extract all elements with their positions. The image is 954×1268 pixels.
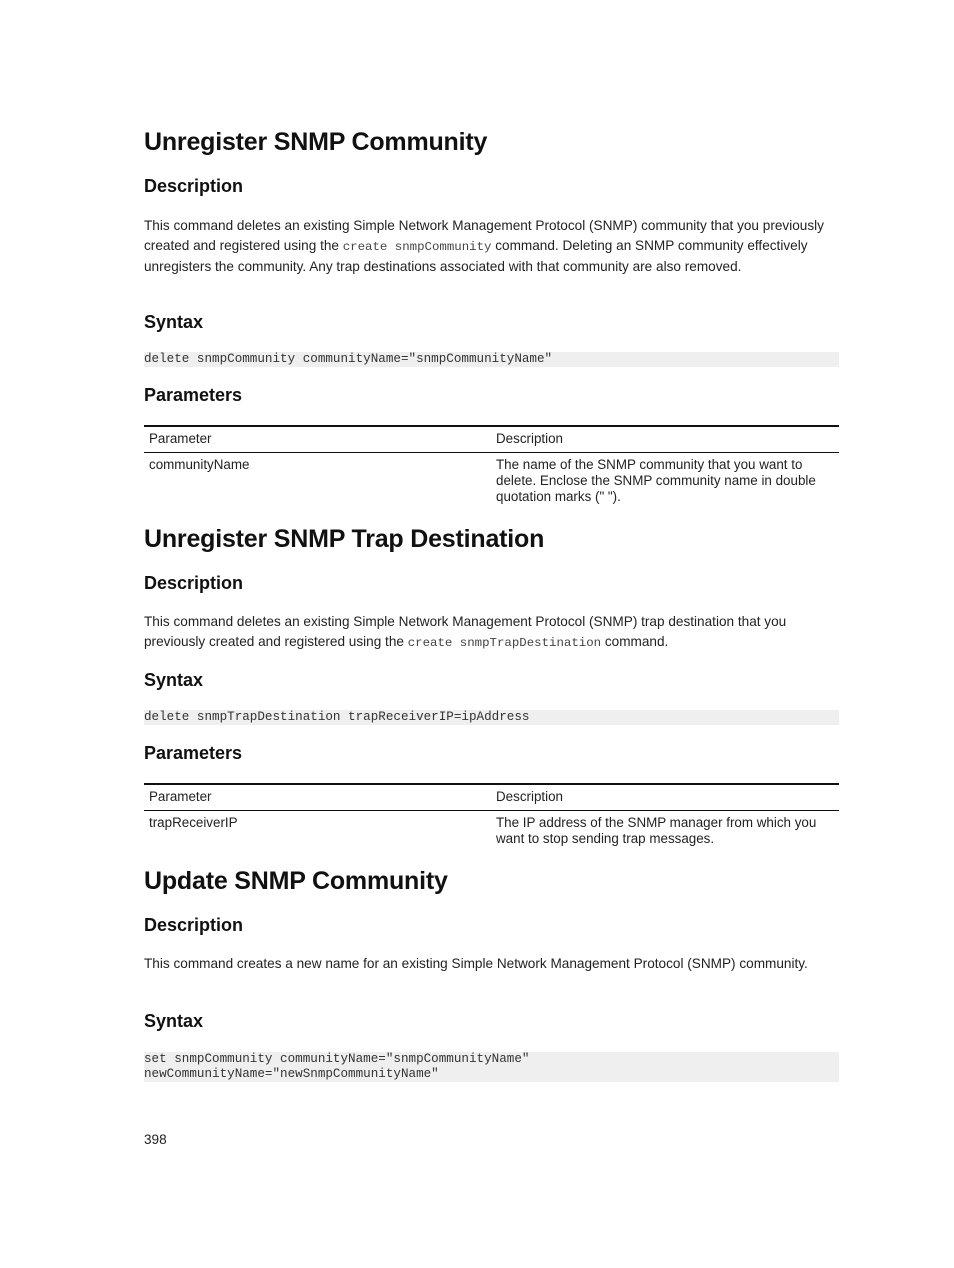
page-number: 398 [144,1132,167,1147]
syntax-code-block: delete snmpTrapDestination trapReceiverIP=ipAddress [144,710,839,725]
section-title-unregister-snmp-trap-destination: Unregister SNMP Trap Destination [144,525,545,553]
column-header-parameter: Parameter [144,426,491,453]
description-heading: Description [144,915,244,935]
parameters-heading: Parameters [144,743,243,763]
table-row [144,453,839,512]
description-heading: Description [144,176,244,196]
parameter-name-cell: trapReceiverIP [149,815,238,830]
description-text: This command deletes an existing Simple Network Management Protocol (SNMP) trap destination that you previously created and registered using the create snmpTrapDestination command. [144,614,787,650]
syntax-heading: Syntax [144,670,204,690]
syntax-heading: Syntax [144,1011,204,1031]
column-header-parameter: Parameter [144,784,491,811]
section-title-unregister-snmp-community: Unregister SNMP Community [144,128,488,156]
description-heading: Description [144,573,244,593]
inline-code: create snmpTrapDestination [407,635,602,650]
table-header-row [144,426,839,453]
parameters-table [144,425,839,511]
parameter-name-cell: communityName [149,457,250,472]
description-text: This command deletes an existing Simple Network Management Protocol (SNMP) community that you previously created and registered using the create snmpCommunity command. Deleting an SNMP community effectively unregisters the community. Any trap destinations associated with that community are also removed. [144,218,824,274]
syntax-code-block: set snmpCommunity communityName="snmpCommunityName" newCommunityName="newSnmpCommunityName" [144,1052,839,1082]
parameter-description-cell: The name of the SNMP community that you want to delete. Enclose the SNMP community name in double quotation marks (" "). [496,457,816,504]
parameters-table [144,783,839,853]
column-header-description: Description [491,784,839,811]
table-header-row [144,784,839,811]
syntax-heading: Syntax [144,312,204,332]
parameter-description-cell: The IP address of the SNMP manager from which you want to stop sending trap messages. [496,815,817,846]
syntax-code-block: delete snmpCommunity communityName="snmpCommunityName" [144,352,839,367]
table-row [144,811,839,854]
section-title-update-snmp-community: Update SNMP Community [144,867,448,895]
inline-code: create snmpCommunity [342,239,492,254]
description-text: This command creates a new name for an existing Simple Network Management Protocol (SNMP) community. [144,956,808,971]
parameters-heading: Parameters [144,385,243,405]
column-header-description: Description [491,426,839,453]
